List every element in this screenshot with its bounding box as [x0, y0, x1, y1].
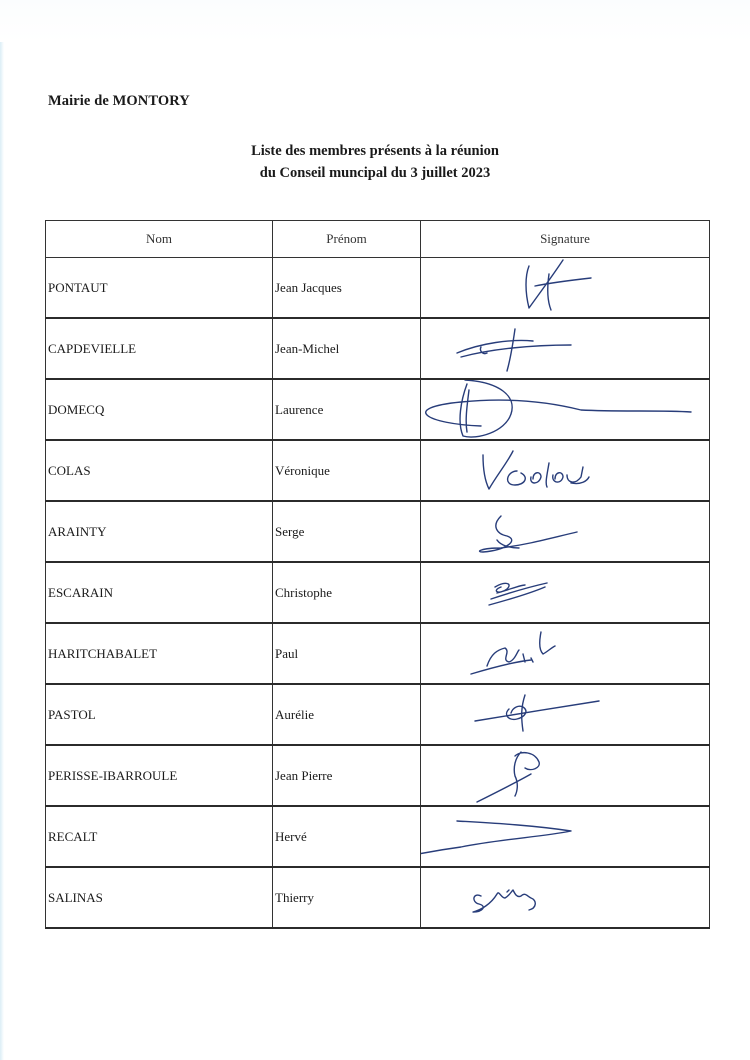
- handwritten-signature: [421, 746, 710, 806]
- table-row: [46, 867, 710, 928]
- nom-cell: PERISSE-IBARROULE: [46, 745, 273, 806]
- column-header-signature: Signature: [421, 221, 710, 258]
- scan-margin: [0, 0, 750, 42]
- handwritten-signature: [421, 624, 710, 684]
- handwritten-signature: [421, 258, 710, 318]
- table-row: [46, 440, 710, 501]
- signature-cell: [421, 501, 710, 562]
- prenom-cell: Hervé: [273, 806, 421, 867]
- document-title: [0, 140, 750, 184]
- nom-cell: PASTOL: [46, 684, 273, 745]
- signature-cell: [421, 440, 710, 501]
- signature-cell: [421, 623, 710, 684]
- nom-cell: CAPDEVIELLE: [46, 318, 273, 379]
- prenom-cell: Aurélie: [273, 684, 421, 745]
- prenom-cell: Thierry: [273, 867, 421, 928]
- nom-cell: PONTAUT: [46, 258, 273, 319]
- title-line-2: du Conseil muncipal du 3 juillet 2023: [259, 165, 491, 181]
- signature-cell: [421, 745, 710, 806]
- table-row: [46, 806, 710, 867]
- signature-cell: [421, 684, 710, 745]
- signature-cell: [421, 318, 710, 379]
- prenom-cell: Jean Jacques: [273, 258, 421, 319]
- prenom-cell: Jean-Michel: [273, 318, 421, 379]
- nom-cell: HARITCHABALET: [46, 623, 273, 684]
- table-header-row: [46, 221, 710, 258]
- prenom-cell: Paul: [273, 623, 421, 684]
- table-row: [46, 258, 710, 319]
- nom-cell: COLAS: [46, 440, 273, 501]
- prenom-cell: Christophe: [273, 562, 421, 623]
- handwritten-signature: [421, 380, 710, 440]
- table-row: [46, 501, 710, 562]
- table-row: [46, 623, 710, 684]
- nom-cell: ESCARAIN: [46, 562, 273, 623]
- handwritten-signature: [421, 807, 710, 867]
- handwritten-signature: [421, 685, 710, 745]
- table-row: [46, 745, 710, 806]
- signature-cell: [421, 258, 710, 319]
- table-row: [46, 684, 710, 745]
- table-row: [46, 562, 710, 623]
- handwritten-signature: [421, 441, 710, 501]
- column-header-nom: Nom: [46, 221, 273, 258]
- nom-cell: ARAINTY: [46, 501, 273, 562]
- title-line-1: Liste des membres présents à la réunion: [251, 143, 499, 159]
- attendance-table: [45, 220, 710, 929]
- handwritten-signature: [421, 563, 710, 623]
- nom-cell: DOMECQ: [46, 379, 273, 440]
- handwritten-signature: [421, 868, 710, 928]
- nom-cell: SALINAS: [46, 867, 273, 928]
- signature-cell: [421, 379, 710, 440]
- prenom-cell: Véronique: [273, 440, 421, 501]
- signature-cell: [421, 867, 710, 928]
- nom-cell: RECALT: [46, 806, 273, 867]
- municipality-header: Mairie de MONTORY: [48, 93, 190, 109]
- signature-cell: [421, 562, 710, 623]
- prenom-cell: Jean Pierre: [273, 745, 421, 806]
- table-row: [46, 318, 710, 379]
- column-header-prenom: Prénom: [273, 221, 421, 258]
- prenom-cell: Serge: [273, 501, 421, 562]
- signature-cell: [421, 806, 710, 867]
- prenom-cell: Laurence: [273, 379, 421, 440]
- handwritten-signature: [421, 502, 710, 562]
- table-row: [46, 379, 710, 440]
- handwritten-signature: [421, 319, 710, 379]
